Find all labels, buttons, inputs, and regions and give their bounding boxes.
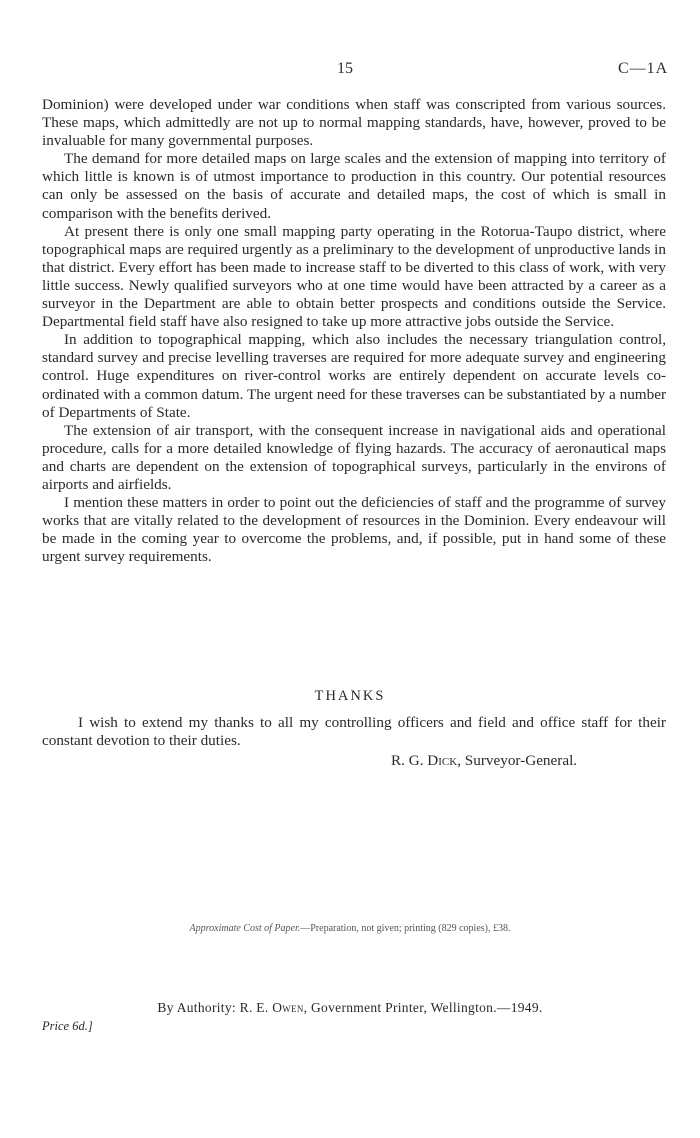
paragraph: The demand for more detailed maps on large scales and the extension of mapping into territory of which little is known is of utmost importance to production in this country. Our potential resources can only be assessed on the basis of accurate and detailed maps, the cost of which is small in comparison with the benefits derived. [42, 150, 666, 222]
paragraph: In addition to topographical mapping, which also includes the necessary triangulation control, standard survey and precise levelling traverses are required for more adequate survey and engineering control. Huge expenditures on river-control works are entirely dependent on accurate levels co-ordinated with a common datum. The urgent need for these traverses can be substantiated by a number of Departments of State. [42, 331, 666, 421]
paragraph: I mention these matters in order to point out the deficiencies of staff and the programme of survey works that are vitally related to the development of resources in the Dominion. Every endeavour will be made in the coming year to overcome the problems, and, if possible, put in hand some of these urgent survey requirements. [42, 494, 666, 566]
paragraph: The extension of air transport, with the consequent increase in navigational aids and operational procedure, calls for a more detailed knowledge of flying hazards. The accuracy of aeronautical maps and charts are dependent on the extension of topographical surveys, particularly in the environs of airports and airfields. [42, 421, 666, 493]
report-body [42, 96, 666, 566]
printer-imprint [0, 1000, 700, 1016]
cost-note [0, 923, 700, 934]
document-code: C—1A [618, 60, 669, 77]
printer-name: R. E. Owen, [239, 1000, 308, 1015]
thanks-heading: THANKS [314, 688, 386, 704]
paragraph: Dominion) were developed under war conditions when staff was conscripted from various sources. These maps, which admittedly are not up to normal mapping standards, have, however, proved to be invaluable for many governmental purposes. [42, 96, 666, 150]
authority-prefix: By Authority: [157, 1000, 236, 1015]
signature-name: R. G. Dick, [391, 752, 461, 769]
authority-suffix: Government Printer, Wellington.—1949. [311, 1000, 543, 1015]
page-number: 15 [337, 60, 353, 77]
signature-title: Surveyor-General. [464, 752, 578, 769]
price: Price 6d.] [42, 1019, 93, 1033]
cost-text: —Preparation, not given; printing (829 copies), £38. [300, 923, 511, 934]
paragraph: At present there is only one small mapping party operating in the Rotorua-Taupo district, where topographical maps are required urgently as a preliminary to the development of unproductive lands in that district. Every effort has been made to increase staff to be diverted to this class of work, with very little success. Newly qualified surveyors who at one time would have been attracted by a career as a surveyor in the Department are able to obtain better prospects and conditions outside the Service. Departmental field staff have also resigned to take up more attractive jobs outside the Service. [42, 222, 666, 331]
thanks-paragraph: I wish to extend my thanks to all my controlling officers and field and office staff for their constant devotion to their duties. [42, 714, 666, 750]
signature [391, 752, 577, 770]
cost-label: Approximate Cost of Paper. [189, 923, 301, 934]
